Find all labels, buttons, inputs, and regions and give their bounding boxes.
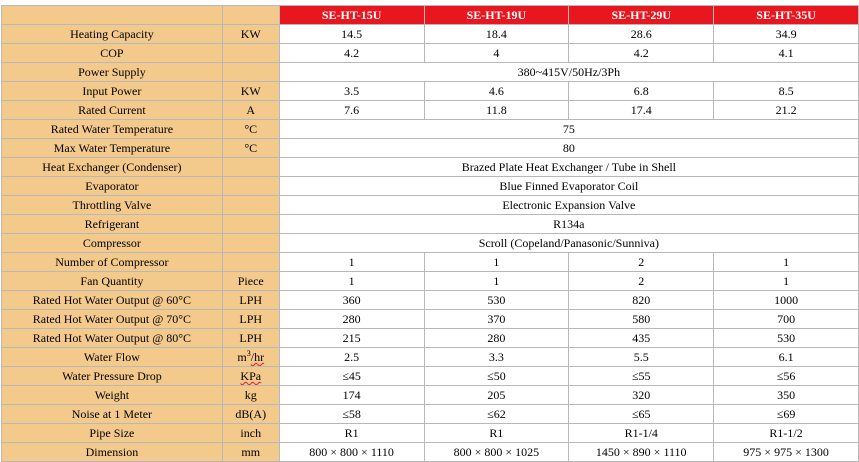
- value-cell: 18.4: [424, 25, 569, 44]
- value-cell: 21.2: [714, 101, 859, 120]
- value-cell: 435: [569, 329, 714, 348]
- table-row: [2, 253, 859, 272]
- merged-value-cell: Scroll (Copeland/Panasonic/Sunniva): [279, 234, 858, 253]
- value-cell: 320: [569, 386, 714, 405]
- table-row: [2, 82, 859, 101]
- row-label: Noise at 1 Meter: [2, 405, 223, 424]
- value-cell: 1: [279, 272, 424, 291]
- table-row: [2, 234, 859, 253]
- value-cell: ≤58: [279, 405, 424, 424]
- merged-value-cell: 80: [279, 139, 858, 158]
- row-unit: LPH: [222, 329, 279, 348]
- row-unit: [222, 253, 279, 272]
- value-cell: 28.6: [569, 25, 714, 44]
- row-unit: [222, 215, 279, 234]
- row-label: Max Water Temperature: [2, 139, 223, 158]
- value-cell: 975 × 975 × 1300: [714, 443, 859, 462]
- value-cell: 215: [279, 329, 424, 348]
- table-row: [2, 424, 859, 443]
- row-label: Evaporator: [2, 177, 223, 196]
- value-cell: 4.2: [569, 44, 714, 63]
- value-cell: 3.3: [424, 348, 569, 367]
- table-row: [2, 272, 859, 291]
- table-row: [2, 158, 859, 177]
- value-cell: 580: [569, 310, 714, 329]
- row-label: Rated Current: [2, 101, 223, 120]
- row-label: Power Supply: [2, 63, 223, 82]
- row-label: Rated Hot Water Output @ 60°C: [2, 291, 223, 310]
- model-header: SE-HT-19U: [424, 6, 569, 25]
- unit-base: m: [237, 350, 247, 364]
- value-cell: 14.5: [279, 25, 424, 44]
- row-unit: inch: [222, 424, 279, 443]
- row-unit: °C: [222, 139, 279, 158]
- row-unit: [222, 63, 279, 82]
- row-unit: [222, 234, 279, 253]
- merged-value-cell: R134a: [279, 215, 858, 234]
- row-label: Throttling Valve: [2, 196, 223, 215]
- value-cell: 8.5: [714, 82, 859, 101]
- table-row: [2, 310, 859, 329]
- value-cell: 4.2: [279, 44, 424, 63]
- unit-superscript: 3: [246, 349, 251, 358]
- row-unit: A: [222, 101, 279, 120]
- value-cell: 1: [714, 253, 859, 272]
- row-unit: [222, 348, 279, 367]
- value-cell: 820: [569, 291, 714, 310]
- value-cell: 800 × 800 × 1025: [424, 443, 569, 462]
- value-cell: R1: [424, 424, 569, 443]
- table-row: [2, 329, 859, 348]
- model-header: SE-HT-35U: [714, 6, 859, 25]
- value-cell: ≤69: [714, 405, 859, 424]
- value-cell: 2.5: [279, 348, 424, 367]
- value-cell: R1-1/2: [714, 424, 859, 443]
- value-cell: ≤50: [424, 367, 569, 386]
- value-cell: 370: [424, 310, 569, 329]
- value-cell: R1: [279, 424, 424, 443]
- row-label: Refrigerant: [2, 215, 223, 234]
- header-row: [2, 6, 859, 25]
- value-cell: 34.9: [714, 25, 859, 44]
- value-cell: 7.6: [279, 101, 424, 120]
- value-cell: 530: [424, 291, 569, 310]
- value-cell: 2: [569, 272, 714, 291]
- header-blank-unit: [222, 6, 279, 25]
- row-unit: [222, 158, 279, 177]
- row-label: Water Pressure Drop: [2, 367, 223, 386]
- row-unit: KW: [222, 82, 279, 101]
- row-unit: KW: [222, 25, 279, 44]
- table-row: [2, 405, 859, 424]
- value-cell: 3.5: [279, 82, 424, 101]
- unit-tail: /hr: [250, 350, 265, 364]
- table-row: [2, 139, 859, 158]
- value-cell: 800 × 800 × 1110: [279, 443, 424, 462]
- value-cell: 6.8: [569, 82, 714, 101]
- row-unit: LPH: [222, 291, 279, 310]
- merged-value-cell: 380~415V/50Hz/3Ph: [279, 63, 858, 82]
- value-cell: 280: [424, 329, 569, 348]
- value-cell: 4: [424, 44, 569, 63]
- value-cell: R1-1/4: [569, 424, 714, 443]
- row-label: Weight: [2, 386, 223, 405]
- model-header: SE-HT-29U: [569, 6, 714, 25]
- value-cell: 5.5: [569, 348, 714, 367]
- row-unit: [222, 44, 279, 63]
- row-label: COP: [2, 44, 223, 63]
- value-cell: ≤62: [424, 405, 569, 424]
- table-row: [2, 177, 859, 196]
- row-unit: [222, 196, 279, 215]
- row-unit: mm: [222, 443, 279, 462]
- value-cell: 280: [279, 310, 424, 329]
- value-cell: 1: [424, 253, 569, 272]
- value-cell: ≤55: [569, 367, 714, 386]
- merged-value-cell: 75: [279, 120, 858, 139]
- table-row: [2, 120, 859, 139]
- value-cell: 1: [279, 253, 424, 272]
- table-row: [2, 348, 859, 367]
- value-cell: 1000: [714, 291, 859, 310]
- value-cell: 1: [424, 272, 569, 291]
- header-blank-label: [2, 6, 223, 25]
- table-row: [2, 44, 859, 63]
- row-label: Number of Compressor: [2, 253, 223, 272]
- row-unit: kg: [222, 386, 279, 405]
- row-label: Rated Hot Water Output @ 80°C: [2, 329, 223, 348]
- table-row: [2, 196, 859, 215]
- value-cell: 4.1: [714, 44, 859, 63]
- row-unit: KPa: [222, 367, 279, 386]
- table-row: [2, 63, 859, 82]
- row-label: Heating Capacity: [2, 25, 223, 44]
- value-cell: 700: [714, 310, 859, 329]
- row-label: Rated Water Temperature: [2, 120, 223, 139]
- table-row: [2, 101, 859, 120]
- table-row: [2, 215, 859, 234]
- value-cell: 530: [714, 329, 859, 348]
- value-cell: 11.8: [424, 101, 569, 120]
- row-unit: [222, 177, 279, 196]
- merged-value-cell: Brazed Plate Heat Exchanger / Tube in Shell: [279, 158, 858, 177]
- row-label: Dimension: [2, 443, 223, 462]
- row-label: Compressor: [2, 234, 223, 253]
- spec-table: [1, 5, 859, 462]
- table-row: [2, 25, 859, 44]
- model-header: SE-HT-15U: [279, 6, 424, 25]
- row-label: Rated Hot Water Output @ 70°C: [2, 310, 223, 329]
- row-unit: LPH: [222, 310, 279, 329]
- value-cell: 1: [714, 272, 859, 291]
- row-unit: Piece: [222, 272, 279, 291]
- row-label: Input Power: [2, 82, 223, 101]
- row-label: Water Flow: [2, 348, 223, 367]
- value-cell: 205: [424, 386, 569, 405]
- value-cell: 4.6: [424, 82, 569, 101]
- row-unit: dB(A): [222, 405, 279, 424]
- value-cell: 6.1: [714, 348, 859, 367]
- table-row: [2, 291, 859, 310]
- value-cell: ≤65: [569, 405, 714, 424]
- row-label: Pipe Size: [2, 424, 223, 443]
- value-cell: ≤56: [714, 367, 859, 386]
- value-cell: 350: [714, 386, 859, 405]
- row-label: Heat Exchanger (Condenser): [2, 158, 223, 177]
- value-cell: 17.4: [569, 101, 714, 120]
- table-row: [2, 367, 859, 386]
- value-cell: 174: [279, 386, 424, 405]
- row-unit: °C: [222, 120, 279, 139]
- merged-value-cell: Blue Finned Evaporator Coil: [279, 177, 858, 196]
- merged-value-cell: Electronic Expansion Valve: [279, 196, 858, 215]
- value-cell: 360: [279, 291, 424, 310]
- table-row: [2, 443, 859, 462]
- row-label: Fan Quantity: [2, 272, 223, 291]
- value-cell: 1450 × 890 × 1110: [569, 443, 714, 462]
- value-cell: ≤45: [279, 367, 424, 386]
- value-cell: 2: [569, 253, 714, 272]
- table-row: [2, 386, 859, 405]
